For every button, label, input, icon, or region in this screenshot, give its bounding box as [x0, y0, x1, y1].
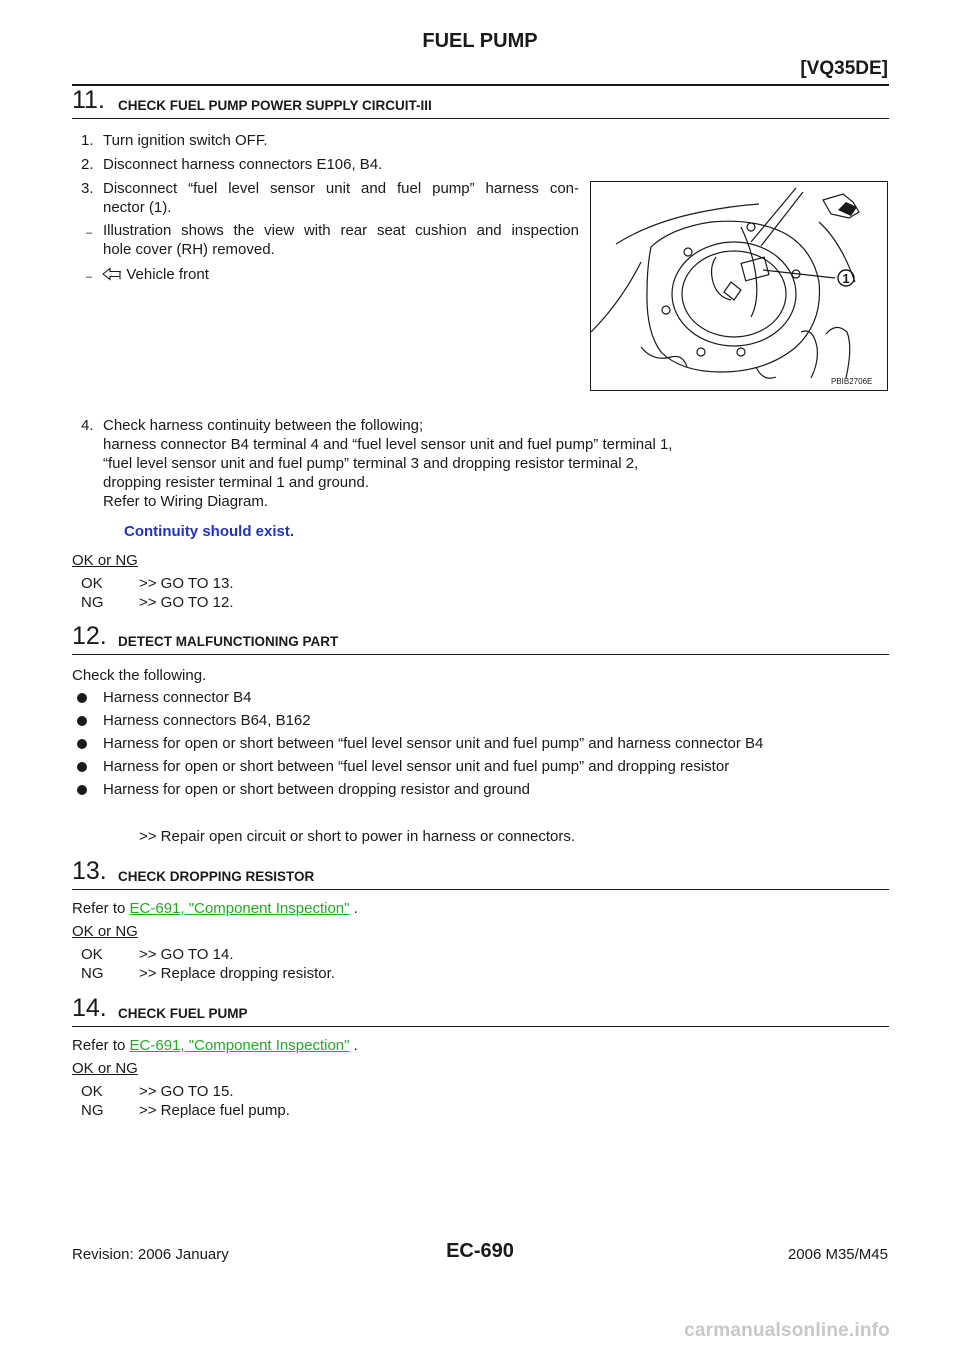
bullet-3: Harness for open or short between “fuel level sensor unit and fuel pump” and harness connector B4 — [103, 735, 764, 752]
step-14-ng-label: NG — [81, 1102, 104, 1119]
bullet-dot-4 — [77, 762, 87, 772]
bullet-dot-3 — [77, 739, 87, 749]
step-11-number: 11. — [72, 86, 105, 114]
step-14-ok-label: OK — [81, 1083, 103, 1100]
step-14-ng-action: >> Replace fuel pump. — [139, 1102, 290, 1119]
note-1-line-1: Illustration shows the view with rear seat cushion and inspection — [103, 222, 579, 239]
step-11-ok-ng: OK or NG — [72, 552, 138, 569]
fuel-pump-illustration — [590, 181, 888, 391]
step-11-ok-label: OK — [81, 575, 103, 592]
step-12-action: >> Repair open circuit or short to power in harness or connectors. — [139, 828, 576, 845]
bullet-dot-1 — [77, 693, 87, 703]
note-1-dash: – — [86, 227, 93, 239]
step-11-item-4-line-2: harness connector B4 terminal 4 and “fuel level sensor unit and fuel pump” terminal 1, — [103, 436, 673, 453]
step-14-ok-ng: OK or NG — [72, 1060, 138, 1077]
step-13-ng-label: NG — [81, 965, 104, 982]
note-2-dash: – — [86, 271, 93, 283]
step-12-intro: Check the following. — [72, 667, 207, 684]
step-13-title: CHECK DROPPING RESISTOR — [118, 869, 315, 884]
step-11-item-1-text: Turn ignition switch OFF. — [103, 132, 268, 149]
engine-code: [VQ35DE] — [800, 58, 888, 79]
bullet-2: Harness connectors B64, B162 — [103, 712, 311, 729]
watermark: carmanualsonline.info — [684, 1320, 890, 1341]
step-11-ng-label: NG — [81, 594, 104, 611]
step-14-title: CHECK FUEL PUMP — [118, 1006, 248, 1021]
step-11-header — [72, 88, 889, 119]
bullet-dot-2 — [77, 716, 87, 726]
page-number: EC-690 — [446, 1240, 514, 1262]
step-14-refer — [72, 1036, 358, 1055]
step-11-item-1-num: 1. — [81, 132, 94, 149]
step-14-refer-suffix: . — [349, 1037, 358, 1054]
step-11-item-3-line-1: Disconnect “fuel level sensor unit and fuel pump” harness con- — [103, 180, 579, 197]
step-11-item-4-line-4: dropping resister terminal 1 and ground. — [103, 474, 369, 491]
bullet-5: Harness for open or short between dropping resistor and ground — [103, 781, 530, 798]
step-11-item-4-line-1: Check harness continuity between the following; — [103, 417, 424, 434]
continuity-spec: Continuity should exist. — [124, 523, 295, 540]
page-title: FUEL PUMP — [422, 30, 538, 52]
note-1-line-2: hole cover (RH) removed. — [103, 241, 275, 258]
figure-callout-1: 1 — [842, 271, 850, 286]
step-13-number: 13. — [72, 857, 107, 885]
step-13-refer — [72, 899, 358, 918]
figure-code: PBIB2706E — [831, 377, 873, 386]
fuel-pump-drawing — [591, 182, 887, 390]
step-11-title: CHECK FUEL PUMP POWER SUPPLY CIRCUIT-III — [118, 98, 432, 113]
step-13-header — [72, 859, 889, 890]
step-14-ok-action: >> GO TO 15. — [139, 1083, 234, 1100]
bullet-1: Harness connector B4 — [103, 689, 252, 706]
step-13-ok-ng: OK or NG — [72, 923, 138, 940]
step-11-item-4-line-5: Refer to Wiring Diagram. — [103, 493, 269, 510]
step-11-item-4-line-3: “fuel level sensor unit and fuel pump” terminal 3 and dropping resistor terminal 2, — [103, 455, 639, 472]
step-14-component-inspection-link[interactable]: EC-691, "Component Inspection" — [129, 1037, 350, 1054]
step-13-ok-label: OK — [81, 946, 103, 963]
step-14-header — [72, 996, 889, 1027]
step-11-item-3-line-2: nector (1). — [103, 199, 172, 216]
step-14-refer-prefix: Refer to — [72, 1037, 130, 1054]
step-11-item-4-num: 4. — [81, 417, 94, 434]
bullet-dot-5 — [77, 785, 87, 795]
bullet-4: Harness for open or short between “fuel level sensor unit and fuel pump” and dropping resistor — [103, 758, 730, 775]
vehicle-model: 2006 M35/M45 — [787, 1246, 888, 1263]
step-13-ng-action: >> Replace dropping resistor. — [139, 965, 335, 982]
header-rule — [72, 84, 889, 86]
step-11-item-3-num: 3. — [81, 180, 94, 197]
step-14-number: 14. — [72, 994, 107, 1022]
step-13-refer-suffix: . — [349, 900, 358, 917]
revision-date: Revision: 2006 January — [72, 1246, 229, 1263]
step-13-refer-prefix: Refer to — [72, 900, 130, 917]
step-11-ng-action: >> GO TO 12. — [139, 594, 234, 611]
step-12-header — [72, 624, 889, 655]
step-11-item-2-num: 2. — [81, 156, 94, 173]
note-2-text: : Vehicle front — [118, 266, 209, 283]
step-13-ok-action: >> GO TO 14. — [139, 946, 234, 963]
step-11-item-2-text: Disconnect harness connectors E106, B4. — [103, 156, 383, 173]
step-12-title: DETECT MALFUNCTIONING PART — [118, 634, 339, 649]
step-11-ok-action: >> GO TO 13. — [139, 575, 234, 592]
step-13-component-inspection-link[interactable]: EC-691, "Component Inspection" — [129, 900, 350, 917]
step-12-number: 12. — [72, 622, 107, 650]
